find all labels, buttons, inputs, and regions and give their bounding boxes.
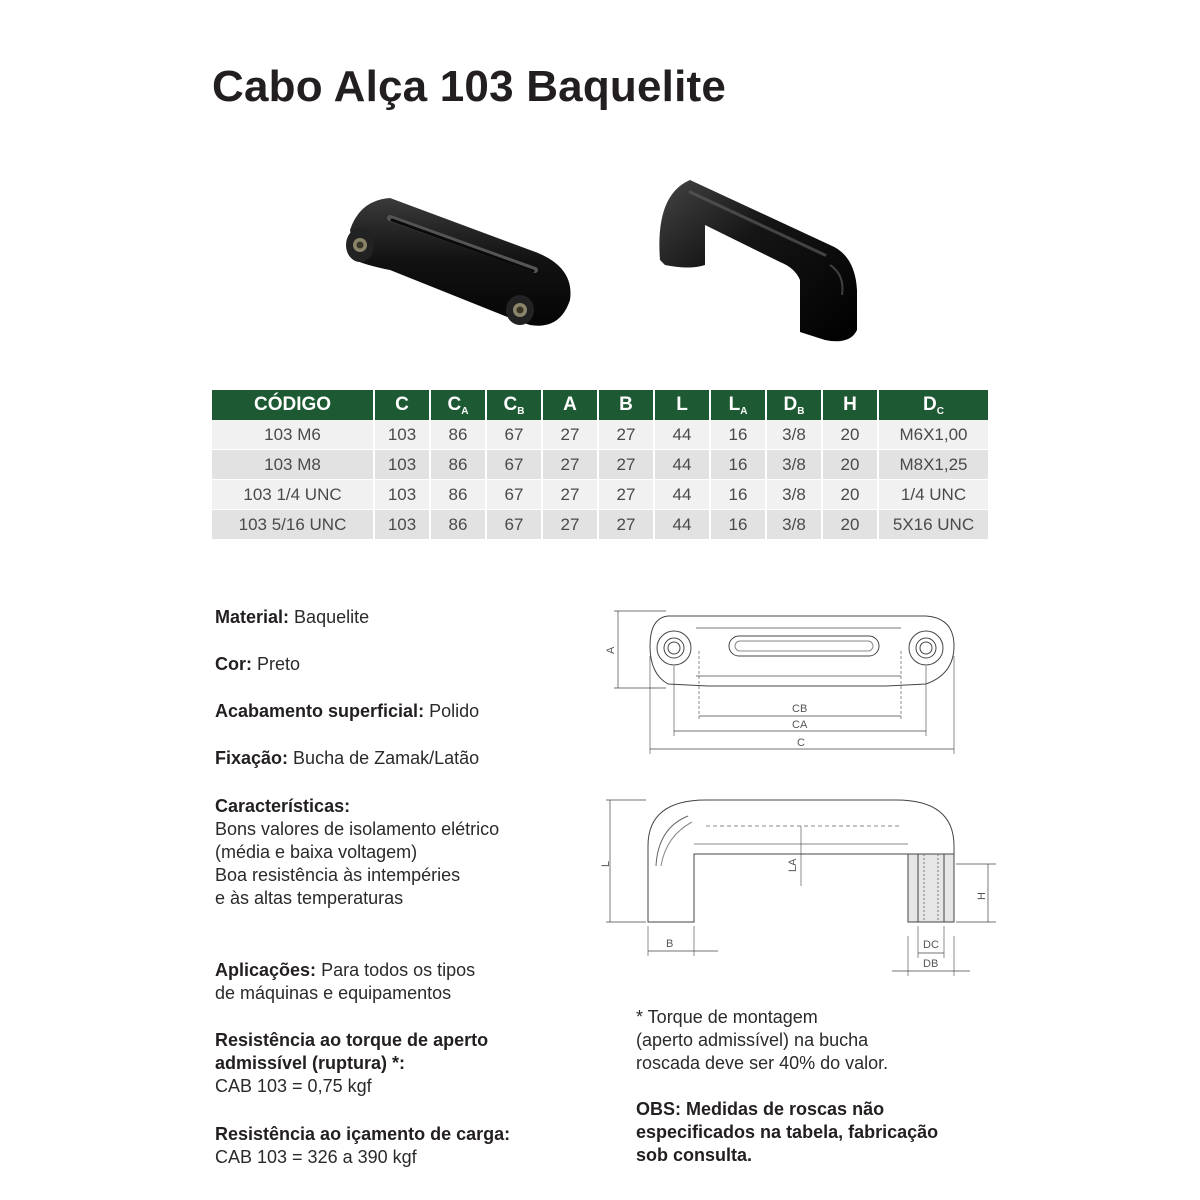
finish-line xyxy=(215,700,479,723)
table-cell: 44 xyxy=(654,480,710,510)
table-cell: 103 xyxy=(374,450,430,480)
color-value: Preto xyxy=(257,654,301,674)
header-text: B xyxy=(619,394,633,415)
table-row xyxy=(212,450,988,480)
table-cell: 27 xyxy=(598,510,654,540)
header-text: A xyxy=(563,394,577,415)
specification-table xyxy=(212,390,988,540)
table-cell: 44 xyxy=(654,510,710,540)
table-header-cell xyxy=(486,390,542,420)
table-row xyxy=(212,480,988,510)
header-text: CÓDIGO xyxy=(253,394,332,415)
fixing-value: Bucha de Zamak/Latão xyxy=(293,748,480,768)
table-cell: 16 xyxy=(710,420,766,450)
lifting-block xyxy=(215,1123,510,1169)
table-cell: M8X1,25 xyxy=(878,450,988,480)
table-cell: 103 M8 xyxy=(212,450,374,480)
table-header-row xyxy=(212,390,988,420)
material-value: Baquelite xyxy=(294,607,370,627)
table-cell: 20 xyxy=(822,450,878,480)
footnote-line: * Torque de montagem xyxy=(636,1007,818,1027)
header-subscript: A xyxy=(740,405,748,417)
fixing-line xyxy=(215,747,479,770)
characteristics-line: e às altas temperaturas xyxy=(215,888,404,908)
torque-block xyxy=(215,1029,488,1098)
table-cell: 27 xyxy=(542,480,598,510)
table-header-cell xyxy=(374,390,430,420)
table-cell: 20 xyxy=(822,480,878,510)
table-header-cell xyxy=(654,390,710,420)
header-text: D xyxy=(923,393,937,415)
table-cell: 67 xyxy=(486,420,542,450)
table-cell: 27 xyxy=(598,420,654,450)
characteristics-line: (média e baixa voltagem) xyxy=(215,842,418,862)
characteristics-label: Características: xyxy=(215,796,351,816)
table-cell: 86 xyxy=(430,510,486,540)
color-line xyxy=(215,653,300,676)
dim-label-l: L xyxy=(600,860,612,867)
table-header-cell xyxy=(710,390,766,420)
header-text: C xyxy=(503,393,518,415)
torque-label: Resistência ao torque de aperto xyxy=(215,1030,489,1050)
dim-label-h: H xyxy=(976,892,988,900)
drawing-top-view xyxy=(605,611,954,754)
header-text: H xyxy=(843,394,857,415)
applications-label: Aplicações: xyxy=(215,960,317,980)
applications-value: Para todos os tipos xyxy=(321,960,476,980)
table-cell: 44 xyxy=(654,450,710,480)
table-row xyxy=(212,510,988,540)
table-cell: 67 xyxy=(486,450,542,480)
handle-photo-bottom-view xyxy=(346,198,571,326)
table-cell: 3/8 xyxy=(766,480,822,510)
table-cell: 103 xyxy=(374,420,430,450)
finish-value: Polido xyxy=(429,701,480,721)
drawing-side-view xyxy=(600,800,996,976)
finish-label: Acabamento superficial: xyxy=(215,701,425,721)
header-text: C xyxy=(447,393,462,415)
table-cell: 67 xyxy=(486,480,542,510)
torque-value: CAB 103 = 0,75 kgf xyxy=(215,1076,372,1096)
table-cell: 67 xyxy=(486,510,542,540)
table-cell: 16 xyxy=(710,510,766,540)
header-subscript: B xyxy=(797,405,805,417)
lifting-value: CAB 103 = 326 a 390 kgf xyxy=(215,1147,417,1167)
table-cell: 20 xyxy=(822,420,878,450)
product-photos xyxy=(330,170,870,350)
table-cell: 103 1/4 UNC xyxy=(212,480,374,510)
obs-line: especificados na tabela, fabricação xyxy=(636,1122,939,1142)
table-header-cell xyxy=(822,390,878,420)
applications-block xyxy=(215,959,475,1005)
header-text: L xyxy=(728,393,741,415)
characteristics-line: Bons valores de isolamento elétrico xyxy=(215,819,500,839)
color-label: Cor: xyxy=(215,654,252,674)
technical-drawing xyxy=(596,596,1006,986)
dim-label-dc: DC xyxy=(923,939,939,951)
table-header-cell xyxy=(430,390,486,420)
header-text: D xyxy=(783,393,798,415)
obs-line: sob consulta. xyxy=(636,1145,753,1165)
page-title: Cabo Alça 103 Baquelite xyxy=(212,62,727,111)
table-header-cell xyxy=(598,390,654,420)
dim-label-ca: CA xyxy=(792,719,808,731)
table-cell: 27 xyxy=(542,420,598,450)
header-text: L xyxy=(676,394,688,415)
torque-label: admissível (ruptura) *: xyxy=(215,1053,406,1073)
table-cell: 86 xyxy=(430,420,486,450)
fixing-label: Fixação: xyxy=(215,748,289,768)
footnote-line: (aperto admissível) na bucha xyxy=(636,1030,869,1050)
obs-note xyxy=(636,1098,938,1167)
table-cell: 27 xyxy=(542,450,598,480)
table-cell: 86 xyxy=(430,480,486,510)
dim-label-c: C xyxy=(797,737,805,749)
dim-label-db: DB xyxy=(923,958,939,970)
dim-label-cb: CB xyxy=(792,703,808,715)
table-cell: 3/8 xyxy=(766,510,822,540)
table-header-cell xyxy=(212,390,374,420)
material-line xyxy=(215,606,369,629)
table-cell: 103 xyxy=(374,510,430,540)
material-label: Material: xyxy=(215,607,290,627)
characteristics-line: Boa resistência às intempéries xyxy=(215,865,461,885)
characteristics-block xyxy=(215,795,499,910)
dim-label-la: LA xyxy=(787,858,799,872)
table-cell: 16 xyxy=(710,480,766,510)
table-cell: 3/8 xyxy=(766,450,822,480)
table-header-cell xyxy=(766,390,822,420)
table-cell: 103 M6 xyxy=(212,420,374,450)
lifting-label: Resistência ao içamento de carga: xyxy=(215,1124,511,1144)
table-cell: 27 xyxy=(598,450,654,480)
dim-label-b: B xyxy=(666,938,674,950)
table-cell: 27 xyxy=(542,510,598,540)
dim-label-a: A xyxy=(605,646,617,654)
obs-line: OBS: Medidas de roscas não xyxy=(636,1099,885,1119)
table-cell: 27 xyxy=(598,480,654,510)
table-cell: M6X1,00 xyxy=(878,420,988,450)
table-cell: 44 xyxy=(654,420,710,450)
table-cell: 16 xyxy=(710,450,766,480)
table-cell: 86 xyxy=(430,450,486,480)
table-cell: 20 xyxy=(822,510,878,540)
header-subscript: B xyxy=(517,405,525,417)
table-cell: 1/4 UNC xyxy=(878,480,988,510)
table-cell: 103 xyxy=(374,480,430,510)
torque-footnote xyxy=(636,1006,888,1075)
header-subscript: C xyxy=(936,405,944,417)
table-header-cell xyxy=(878,390,988,420)
table-header-cell xyxy=(542,390,598,420)
table-cell: 103 5/16 UNC xyxy=(212,510,374,540)
header-subscript: A xyxy=(461,405,469,417)
handle-photo-top-view xyxy=(659,180,857,341)
applications-value: de máquinas e equipamentos xyxy=(215,983,452,1003)
footnote-line: roscada deve ser 40% do valor. xyxy=(636,1053,889,1073)
table-row xyxy=(212,420,988,450)
table-cell: 5X16 UNC xyxy=(878,510,988,540)
header-text: C xyxy=(395,394,409,415)
table-cell: 3/8 xyxy=(766,420,822,450)
